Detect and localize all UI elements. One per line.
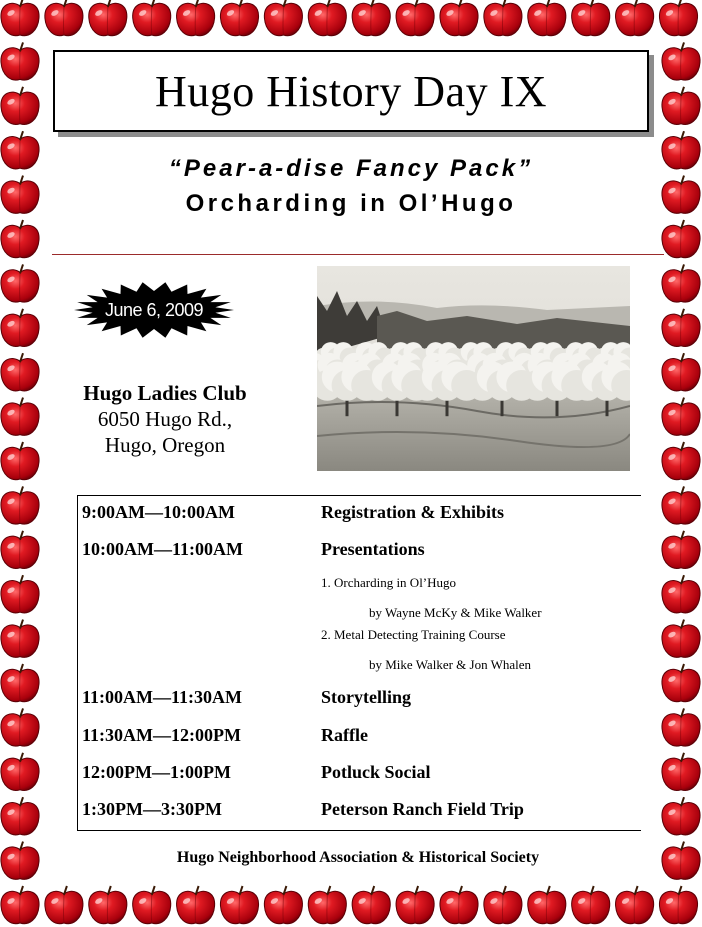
apple-icon <box>572 0 610 36</box>
orchard-photo <box>317 266 630 471</box>
apple-icon <box>659 0 697 36</box>
apple-icon <box>662 620 700 658</box>
apple-icon <box>1 353 39 391</box>
apple-icon <box>1 264 39 302</box>
apple-icon <box>1 664 39 702</box>
apple-icon <box>220 0 258 36</box>
title-box <box>53 50 649 132</box>
apple-icon <box>396 886 434 924</box>
apple-icon <box>133 0 171 36</box>
schedule-table: 9:00AM—10:00AM Registration & Exhibits 10:00AM—11:00AM Presentations 1. Orcharding in Ol’Hugo by Wayne McKy & Mike Walker 2. Metal Detecting Training Course by Mike Walker & Jon Whalen 11:00AM—11:30AM Storytelling 11:30AM—12:00PM Raffle 12:00PM—1:00PM Potluck Social 1:30PM—3:30PM Peterson Ranch Field Trip <box>77 495 641 831</box>
venue-address: 6050 Hugo Rd., <box>97 407 233 431</box>
footer-organization: Hugo Neighborhood Association & Historical Society <box>176 849 540 866</box>
apple-icon <box>45 0 83 36</box>
apple-icon <box>662 442 700 480</box>
apple-icon <box>89 0 127 36</box>
apple-icon <box>1 753 39 791</box>
apple-icon <box>572 886 610 924</box>
apple-icon <box>662 87 700 125</box>
page-title: Hugo History Day IX <box>154 66 547 116</box>
apple-icon <box>1 575 39 613</box>
apple-icon <box>616 0 654 36</box>
apple-icon <box>1 620 39 658</box>
apple-icon <box>1 220 39 258</box>
apple-icon <box>484 886 522 924</box>
apple-icon <box>528 0 566 36</box>
apple-icon <box>659 886 697 924</box>
presentation-by: by Wayne McKy & Mike Walker <box>369 605 542 620</box>
apple-icon <box>662 220 700 258</box>
apple-icon <box>1 42 39 80</box>
apple-icon <box>662 42 700 80</box>
apple-icon <box>177 886 215 924</box>
apple-icon <box>264 886 302 924</box>
presentation-title: 2. Metal Detecting Training Course <box>321 627 506 642</box>
venue-name: Hugo Ladies Club <box>83 381 247 405</box>
apple-icon <box>528 886 566 924</box>
presentation-by: by Mike Walker & Jon Whalen <box>369 657 532 672</box>
apple-icon <box>662 264 700 302</box>
apple-icon <box>662 353 700 391</box>
divider <box>52 254 664 255</box>
apple-icon <box>662 309 700 347</box>
apple-icon <box>440 0 478 36</box>
apple-icon <box>1 442 39 480</box>
apple-icon <box>352 0 390 36</box>
apple-icon <box>220 886 258 924</box>
apple-icon <box>308 886 346 924</box>
apple-icon <box>1 708 39 746</box>
apple-icon <box>662 575 700 613</box>
apple-icon <box>396 0 434 36</box>
apple-icon <box>1 531 39 569</box>
apple-icon <box>352 886 390 924</box>
apple-icon <box>1 486 39 524</box>
apple-icon <box>1 886 39 924</box>
apple-icon <box>89 886 127 924</box>
apple-icon <box>45 886 83 924</box>
apple-icon <box>662 797 700 835</box>
apple-icon <box>1 87 39 125</box>
event-date: June 6, 2009 <box>104 299 204 320</box>
apple-icon <box>1 398 39 436</box>
apple-icon <box>662 531 700 569</box>
apple-icon <box>616 886 654 924</box>
apple-icon <box>484 0 522 36</box>
apple-icon <box>1 309 39 347</box>
apple-icon <box>662 753 700 791</box>
apple-icon <box>177 0 215 36</box>
apple-icon <box>1 0 39 36</box>
apple-icon <box>133 886 171 924</box>
apple-icon <box>1 797 39 835</box>
subtitle-2: Orcharding in Ol’Hugo <box>185 190 517 217</box>
apple-icon <box>662 664 700 702</box>
venue <box>52 380 278 458</box>
apple-icon <box>662 398 700 436</box>
apple-icon <box>440 886 478 924</box>
apple-icon <box>662 486 700 524</box>
apple-icon <box>264 0 302 36</box>
subtitle-1: “Pear-a-dise Fancy Pack” <box>168 155 534 182</box>
apple-icon <box>662 708 700 746</box>
venue-city: Hugo, Oregon <box>104 433 226 457</box>
apple-icon <box>308 0 346 36</box>
presentation-title: 1. Orcharding in Ol’Hugo <box>321 575 457 590</box>
